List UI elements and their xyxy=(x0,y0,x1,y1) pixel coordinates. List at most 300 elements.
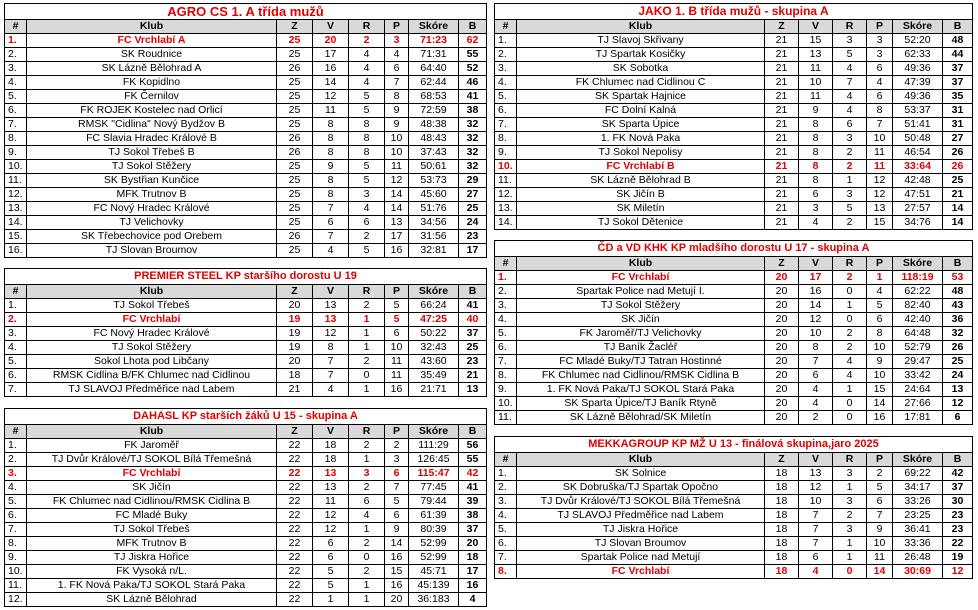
rank-cell: 2. xyxy=(495,481,517,495)
score-cell: 53:73 xyxy=(409,174,459,188)
draws-cell: 5 xyxy=(349,104,385,118)
wins-cell: 7 xyxy=(799,523,833,537)
club-header: Klub xyxy=(27,285,277,299)
club-name: SK Solnice xyxy=(517,467,765,481)
wins-cell: 12 xyxy=(313,523,349,537)
score-cell: 71:23 xyxy=(409,34,459,48)
points-cell: 23 xyxy=(943,523,973,537)
club-name: SK Lázně Bělohrad B xyxy=(517,174,765,188)
score-cell: 48:38 xyxy=(409,118,459,132)
points-cell: 4 xyxy=(459,593,487,607)
points-cell: 17 xyxy=(459,565,487,579)
rank-cell: 4. xyxy=(5,341,27,355)
points-cell: 32 xyxy=(459,160,487,174)
played-cell: 20 xyxy=(765,341,799,355)
points-cell: 53 xyxy=(943,271,973,285)
table-row xyxy=(495,565,973,579)
losses-cell: 6 xyxy=(867,495,893,509)
header-row xyxy=(495,257,973,271)
score-cell: 111:29 xyxy=(409,439,459,453)
losses-header: P xyxy=(385,285,409,299)
losses-cell: 7 xyxy=(867,118,893,132)
points-cell: 19 xyxy=(943,551,973,565)
draws-cell: 1 xyxy=(349,341,385,355)
rank-cell: 5. xyxy=(495,523,517,537)
losses-cell: 5 xyxy=(867,299,893,313)
club-name: FC Nový Hradec Králové xyxy=(27,202,277,216)
club-name: FC Mladé Buky/TJ Tatran Hostinné xyxy=(517,355,765,369)
club-name: TJ Sokol Dětenice xyxy=(517,216,765,230)
played-cell: 22 xyxy=(277,439,313,453)
score-cell: 30:69 xyxy=(893,565,943,579)
wins-cell: 12 xyxy=(313,327,349,341)
draws-cell: 2 xyxy=(349,439,385,453)
played-cell: 18 xyxy=(765,481,799,495)
points-cell: 32 xyxy=(459,132,487,146)
draws-cell: 1 xyxy=(349,313,385,327)
points-cell: 55 xyxy=(459,48,487,62)
played-header: Z xyxy=(277,425,313,439)
points-cell: 48 xyxy=(943,34,973,48)
points-cell: 22 xyxy=(943,537,973,551)
wins-cell: 7 xyxy=(313,355,349,369)
club-header: Klub xyxy=(517,453,765,467)
score-cell: 64:40 xyxy=(409,62,459,76)
rank-cell: 1. xyxy=(495,467,517,481)
wins-cell: 7 xyxy=(313,202,349,216)
played-cell: 21 xyxy=(765,202,799,216)
losses-cell: 16 xyxy=(385,383,409,397)
points-cell: 48 xyxy=(943,285,973,299)
club-name: TJ Slovan Broumov xyxy=(27,244,277,258)
draws-cell: 4 xyxy=(349,509,385,523)
wins-cell: 6 xyxy=(799,188,833,202)
wins-cell: 5 xyxy=(313,579,349,593)
losses-cell: 10 xyxy=(867,341,893,355)
points-cell: 21 xyxy=(943,188,973,202)
rank-cell: 5. xyxy=(5,495,27,509)
club-name: FC Slavia Hradec Králové B xyxy=(27,132,277,146)
wins-cell: 14 xyxy=(313,76,349,90)
table-row xyxy=(5,160,487,174)
losses-cell: 7 xyxy=(385,76,409,90)
score-header: Skóre xyxy=(409,285,459,299)
score-cell: 33:36 xyxy=(893,537,943,551)
draws-cell: 2 xyxy=(349,299,385,313)
rank-cell: 3. xyxy=(5,327,27,341)
club-name: TJ Sokol Třebeš xyxy=(27,523,277,537)
losses-cell: 3 xyxy=(385,34,409,48)
points-cell: 36 xyxy=(943,313,973,327)
header-row xyxy=(5,20,487,34)
losses-header: P xyxy=(385,425,409,439)
losses-cell: 16 xyxy=(385,579,409,593)
club-name: Spartak Police nad Metují xyxy=(517,551,765,565)
club-name: TJ Sokol Třebeš xyxy=(27,299,277,313)
draws-cell: 2 xyxy=(349,537,385,551)
rank-cell: 7. xyxy=(495,355,517,369)
played-cell: 21 xyxy=(765,132,799,146)
points-cell: 26 xyxy=(943,341,973,355)
table-row xyxy=(5,299,487,313)
club-name: SK Třebechovice pod Orebem xyxy=(27,230,277,244)
losses-cell: 3 xyxy=(867,48,893,62)
losses-cell: 10 xyxy=(867,132,893,146)
played-cell: 22 xyxy=(277,467,313,481)
draws-cell: 3 xyxy=(833,467,867,481)
points-header: B xyxy=(943,453,973,467)
wins-cell: 8 xyxy=(799,341,833,355)
club-name: TJ Velichovky xyxy=(27,216,277,230)
rank-cell: 11. xyxy=(495,411,517,425)
club-name: TJ Slavoj Skřivany xyxy=(517,34,765,48)
rank-cell: 12. xyxy=(5,188,27,202)
rank-cell: 1. xyxy=(495,271,517,285)
wins-cell: 8 xyxy=(799,146,833,160)
wins-cell: 12 xyxy=(313,509,349,523)
wins-cell: 8 xyxy=(799,118,833,132)
played-cell: 22 xyxy=(277,551,313,565)
club-name: FK ROJEK Kostelec nad Orlicí xyxy=(27,104,277,118)
losses-cell: 12 xyxy=(385,174,409,188)
draws-cell: 2 xyxy=(349,481,385,495)
wins-cell: 16 xyxy=(313,62,349,76)
played-header: Z xyxy=(277,285,313,299)
played-cell: 20 xyxy=(277,299,313,313)
draws-cell: 2 xyxy=(833,509,867,523)
points-cell: 38 xyxy=(459,509,487,523)
rank-cell: 15. xyxy=(5,230,27,244)
club-name: TJ Sokol Stěžery xyxy=(27,341,277,355)
score-cell: 118:19 xyxy=(893,271,943,285)
score-cell: 64:48 xyxy=(893,327,943,341)
score-cell: 53:37 xyxy=(893,104,943,118)
losses-cell: 9 xyxy=(385,118,409,132)
score-header: Skóre xyxy=(893,20,943,34)
table-row xyxy=(495,537,973,551)
wins-cell: 8 xyxy=(313,174,349,188)
played-cell: 21 xyxy=(765,160,799,174)
rank-cell: 4. xyxy=(495,313,517,327)
club-name: SK Bystřian Kunčice xyxy=(27,174,277,188)
draws-cell: 1 xyxy=(833,299,867,313)
points-cell: 35 xyxy=(943,90,973,104)
losses-cell: 12 xyxy=(867,174,893,188)
points-cell: 25 xyxy=(943,174,973,188)
losses-header: P xyxy=(867,20,893,34)
losses-cell: 11 xyxy=(867,551,893,565)
draws-cell: 2 xyxy=(349,565,385,579)
wins-cell: 12 xyxy=(799,481,833,495)
wins-cell: 6 xyxy=(799,369,833,383)
rank-cell: 3. xyxy=(5,62,27,76)
rank-cell: 8. xyxy=(5,537,27,551)
score-cell: 26:48 xyxy=(893,551,943,565)
points-cell: 46 xyxy=(459,76,487,90)
rank-cell: 4. xyxy=(5,481,27,495)
points-cell: 32 xyxy=(459,118,487,132)
losses-cell: 14 xyxy=(867,565,893,579)
table-row xyxy=(495,62,973,76)
played-cell: 19 xyxy=(277,327,313,341)
wins-cell: 13 xyxy=(799,467,833,481)
club-name: SK Spartak Hajnice xyxy=(517,90,765,104)
draws-cell: 2 xyxy=(833,146,867,160)
played-cell: 21 xyxy=(765,62,799,76)
losses-cell: 16 xyxy=(385,244,409,258)
rank-cell: 9. xyxy=(5,146,27,160)
losses-cell: 14 xyxy=(385,202,409,216)
rank-cell: 1. xyxy=(5,439,27,453)
draws-cell: 4 xyxy=(349,76,385,90)
losses-cell: 5 xyxy=(385,495,409,509)
table-row xyxy=(5,313,487,327)
rank-cell: 11. xyxy=(5,579,27,593)
table-row xyxy=(495,160,973,174)
table-row xyxy=(495,174,973,188)
score-cell: 80:39 xyxy=(409,523,459,537)
table-row xyxy=(5,383,487,397)
score-cell: 27:66 xyxy=(893,397,943,411)
losses-cell: 5 xyxy=(867,481,893,495)
points-cell: 13 xyxy=(459,383,487,397)
score-cell: 42:48 xyxy=(893,174,943,188)
table-row xyxy=(5,202,487,216)
draws-cell: 1 xyxy=(349,523,385,537)
played-cell: 25 xyxy=(277,34,313,48)
points-cell: 18 xyxy=(459,551,487,565)
losses-cell: 16 xyxy=(867,411,893,425)
table-row xyxy=(5,244,487,258)
club-header: Klub xyxy=(27,20,277,34)
score-cell: 52:99 xyxy=(409,537,459,551)
wins-header: V xyxy=(799,453,833,467)
wins-cell: 8 xyxy=(799,132,833,146)
club-name: SK Lázně Bělohrad A xyxy=(27,62,277,76)
played-cell: 26 xyxy=(277,62,313,76)
played-cell: 20 xyxy=(765,271,799,285)
wins-cell: 12 xyxy=(799,313,833,327)
rank-cell: 10. xyxy=(495,397,517,411)
losses-cell: 14 xyxy=(385,537,409,551)
score-cell: 27:57 xyxy=(893,202,943,216)
score-cell: 62:44 xyxy=(409,76,459,90)
score-cell: 82:40 xyxy=(893,299,943,313)
score-cell: 36:41 xyxy=(893,523,943,537)
score-cell: 52:99 xyxy=(409,551,459,565)
club-name: TJ Dvůr Králové/TJ SOKOL Bílá Třemešná xyxy=(517,495,765,509)
wins-cell: 4 xyxy=(313,244,349,258)
table-row xyxy=(495,188,973,202)
points-cell: 41 xyxy=(459,299,487,313)
losses-cell: 14 xyxy=(385,188,409,202)
score-cell: 61:39 xyxy=(409,509,459,523)
draws-cell: 1 xyxy=(349,383,385,397)
played-cell: 22 xyxy=(277,481,313,495)
wins-cell: 10 xyxy=(799,76,833,90)
table-row xyxy=(5,90,487,104)
wins-cell: 10 xyxy=(799,495,833,509)
score-cell: 52:79 xyxy=(893,341,943,355)
score-cell: 36:183 xyxy=(409,593,459,607)
wins-cell: 5 xyxy=(313,565,349,579)
draws-cell: 2 xyxy=(833,327,867,341)
played-cell: 21 xyxy=(765,118,799,132)
losses-cell: 10 xyxy=(385,132,409,146)
table-row xyxy=(5,537,487,551)
losses-cell: 7 xyxy=(867,509,893,523)
rank-cell: 12. xyxy=(495,188,517,202)
wins-header: V xyxy=(799,20,833,34)
points-cell: 12 xyxy=(943,565,973,579)
draws-cell: 0 xyxy=(349,369,385,383)
points-cell: 32 xyxy=(459,146,487,160)
rank-cell: 8. xyxy=(495,565,517,579)
score-cell: 50:22 xyxy=(409,327,459,341)
score-cell: 42:40 xyxy=(893,313,943,327)
played-cell: 25 xyxy=(277,104,313,118)
points-cell: 44 xyxy=(943,48,973,62)
table-row xyxy=(5,593,487,607)
points-cell: 27 xyxy=(459,188,487,202)
played-cell: 25 xyxy=(277,188,313,202)
club-name: SK Jičín xyxy=(27,481,277,495)
losses-cell: 5 xyxy=(385,299,409,313)
rank-cell: 6. xyxy=(5,104,27,118)
score-cell: 34:76 xyxy=(893,216,943,230)
points-cell: 29 xyxy=(459,174,487,188)
rank-cell: 8. xyxy=(495,369,517,383)
played-cell: 18 xyxy=(765,537,799,551)
points-cell: 26 xyxy=(943,160,973,174)
draws-cell: 4 xyxy=(833,355,867,369)
rank-cell: 8. xyxy=(495,132,517,146)
played-cell: 25 xyxy=(277,216,313,230)
score-cell: 47:25 xyxy=(409,313,459,327)
table-row xyxy=(5,439,487,453)
header-row xyxy=(5,425,487,439)
rank-cell: 5. xyxy=(495,90,517,104)
points-cell: 37 xyxy=(943,481,973,495)
draws-cell: 6 xyxy=(349,495,385,509)
table-row xyxy=(495,146,973,160)
points-cell: 25 xyxy=(943,355,973,369)
wins-cell: 11 xyxy=(313,104,349,118)
wins-cell: 12 xyxy=(313,90,349,104)
draws-cell: 3 xyxy=(349,188,385,202)
played-cell: 18 xyxy=(765,509,799,523)
losses-cell: 10 xyxy=(385,341,409,355)
draws-cell: 5 xyxy=(349,160,385,174)
draws-cell: 2 xyxy=(349,34,385,48)
wins-cell: 13 xyxy=(313,299,349,313)
score-header: Skóre xyxy=(409,20,459,34)
losses-cell: 6 xyxy=(385,62,409,76)
losses-cell: 2 xyxy=(385,439,409,453)
score-cell: 49:36 xyxy=(893,90,943,104)
table-row xyxy=(495,48,973,62)
losses-cell: 7 xyxy=(385,481,409,495)
rank-cell: 9. xyxy=(495,383,517,397)
wins-cell: 7 xyxy=(799,509,833,523)
table-row xyxy=(495,383,973,397)
score-cell: 68:53 xyxy=(409,90,459,104)
club-name: TJ Jiskra Hořice xyxy=(27,551,277,565)
rank-header: # xyxy=(5,425,27,439)
points-cell: 14 xyxy=(943,202,973,216)
club-name: TJ Baník Žacléř xyxy=(517,341,765,355)
club-name: SK Sparta Úpice/TJ Baník Rtyně xyxy=(517,397,765,411)
played-cell: 20 xyxy=(277,355,313,369)
score-cell: 62:33 xyxy=(893,48,943,62)
rank-cell: 9. xyxy=(5,551,27,565)
wins-cell: 11 xyxy=(799,90,833,104)
wins-cell: 6 xyxy=(313,216,349,230)
table-row xyxy=(5,481,487,495)
points-cell: 40 xyxy=(459,313,487,327)
score-cell: 46:54 xyxy=(893,146,943,160)
played-cell: 22 xyxy=(277,495,313,509)
losses-cell: 2 xyxy=(867,467,893,481)
played-cell: 20 xyxy=(765,397,799,411)
losses-cell: 6 xyxy=(385,509,409,523)
club-name: FK Chlumec nad Cidlinou/RMSK Cidlina B xyxy=(517,369,765,383)
score-cell: 62:22 xyxy=(893,285,943,299)
table-row xyxy=(495,285,973,299)
draws-cell: 4 xyxy=(833,90,867,104)
table-row xyxy=(5,509,487,523)
played-cell: 26 xyxy=(277,230,313,244)
draws-cell: 1 xyxy=(349,579,385,593)
played-cell: 18 xyxy=(765,565,799,579)
wins-cell: 4 xyxy=(313,383,349,397)
club-name: FC Vrchlabí A xyxy=(27,34,277,48)
draws-cell: 5 xyxy=(349,244,385,258)
club-name: FC Mladé Buky xyxy=(27,509,277,523)
table-title: PREMIER STEEL KP staršího dorostu U 19 xyxy=(4,268,487,284)
table-row xyxy=(5,174,487,188)
wins-cell: 4 xyxy=(799,216,833,230)
club-name: SK Jičín B xyxy=(517,188,765,202)
points-cell: 24 xyxy=(943,369,973,383)
points-cell: 25 xyxy=(459,202,487,216)
wins-cell: 8 xyxy=(313,341,349,355)
losses-cell: 4 xyxy=(385,48,409,62)
club-name: FC Vrchlabí xyxy=(27,313,277,327)
losses-cell: 10 xyxy=(385,146,409,160)
losses-header: P xyxy=(867,453,893,467)
wins-cell: 13 xyxy=(313,313,349,327)
points-cell: 21 xyxy=(459,369,487,383)
wins-header: V xyxy=(799,257,833,271)
rank-cell: 2. xyxy=(495,285,517,299)
played-cell: 26 xyxy=(277,132,313,146)
draws-cell: 3 xyxy=(833,523,867,537)
rank-cell: 8. xyxy=(5,132,27,146)
draws-cell: 8 xyxy=(349,118,385,132)
draws-cell: 3 xyxy=(833,34,867,48)
points-cell: 20 xyxy=(459,537,487,551)
draws-cell: 8 xyxy=(349,146,385,160)
played-header: Z xyxy=(277,20,313,34)
score-cell: 33:26 xyxy=(893,495,943,509)
club-name: FC Vrchlabí xyxy=(27,467,277,481)
club-name: SK Lázně Bělohrad xyxy=(27,593,277,607)
played-cell: 20 xyxy=(765,411,799,425)
table-row xyxy=(495,327,973,341)
played-cell: 21 xyxy=(765,48,799,62)
table-row xyxy=(495,202,973,216)
